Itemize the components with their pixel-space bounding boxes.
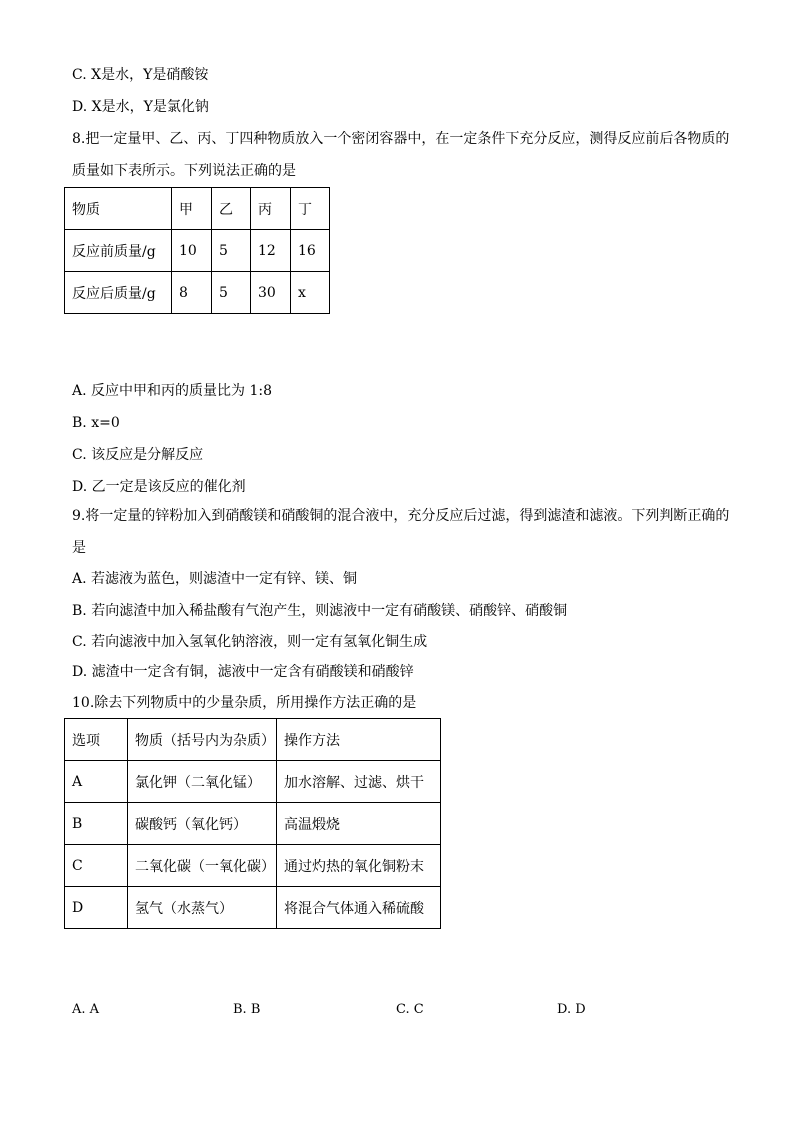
table-cell: 将混合气体通入稀硫酸 — [277, 887, 441, 929]
table-cell: B — [65, 803, 128, 845]
table-cell: 碳酸钙（氧化钙） — [128, 803, 277, 845]
table-cell: 30 — [251, 272, 291, 314]
q9-stem-line2: 是 — [72, 540, 86, 556]
q8-stem-line1: 8.把一定量甲、乙、丙、丁四种物质放入一个密闭容器中，在一定条件下充分反应，测得反应前后各物质的 — [72, 131, 730, 147]
table-cell: A — [65, 761, 128, 803]
q8-option-a: A. 反应中甲和丙的质量比为 1:8 — [72, 383, 272, 399]
table-cell: 16 — [291, 230, 330, 272]
table-cell: D — [65, 887, 128, 929]
table-cell: C — [65, 845, 128, 887]
table-cell: 乙 — [212, 188, 251, 230]
table-row — [65, 230, 330, 272]
table-cell: 丙 — [251, 188, 291, 230]
table-cell: 甲 — [172, 188, 212, 230]
q8-stem-line2: 质量如下表所示。下列说法正确的是 — [72, 163, 296, 179]
q10-option-b: B. B — [233, 1002, 261, 1017]
table-cell: 10 — [172, 230, 212, 272]
q8-option-c: C. 该反应是分解反应 — [72, 447, 204, 463]
table-cell: 操作方法 — [277, 719, 441, 761]
table-row — [65, 845, 441, 887]
table-cell: 加水溶解、过滤、烘干 — [277, 761, 441, 803]
table-cell: 物质（括号内为杂质） — [128, 719, 277, 761]
table-cell: 8 — [172, 272, 212, 314]
q9-option-d: D. 滤渣中一定含有铜，滤液中一定含有硝酸镁和硝酸锌 — [72, 664, 414, 680]
table-cell: 丁 — [291, 188, 330, 230]
table-cell: 选项 — [65, 719, 128, 761]
q7-option-c: C. X是水，Y是硝酸铵 — [72, 67, 209, 83]
table-cell: 反应前质量/g — [65, 230, 172, 272]
table-cell: 通过灼热的氧化铜粉末 — [277, 845, 441, 887]
q8-option-d: D. 乙一定是该反应的催化剂 — [72, 479, 246, 495]
q10-options-table — [64, 718, 441, 929]
table-header-row — [65, 188, 330, 230]
q7-option-d: D. X是水，Y是氯化钠 — [72, 99, 209, 115]
table-cell: 二氧化碳（一氧化碳） — [128, 845, 277, 887]
q9-option-a: A. 若滤液为蓝色，则滤渣中一定有锌、镁、铜 — [72, 571, 358, 587]
q10-option-d: D. D — [557, 1002, 586, 1017]
table-cell: x — [291, 272, 330, 314]
table-header-row — [65, 719, 441, 761]
q9-option-b: B. 若向滤渣中加入稀盐酸有气泡产生，则滤液中一定有硝酸镁、硝酸锌、硝酸铜 — [72, 603, 568, 619]
table-cell: 反应后质量/g — [65, 272, 172, 314]
table-row — [65, 272, 330, 314]
table-row — [65, 887, 441, 929]
table-cell: 5 — [212, 230, 251, 272]
table-row — [65, 803, 441, 845]
q8-mass-table — [64, 187, 330, 314]
q8-option-b: B. x=0 — [72, 415, 120, 431]
q9-stem-line1: 9.将一定量的锌粉加入到硝酸镁和硝酸铜的混合液中，充分反应后过滤，得到滤渣和滤液。下列判断正确的 — [72, 508, 730, 524]
table-cell: 高温煅烧 — [277, 803, 441, 845]
table-cell: 12 — [251, 230, 291, 272]
table-cell: 物质 — [65, 188, 172, 230]
q10-stem: 10.除去下列物质中的少量杂质，所用操作方法正确的是 — [72, 695, 417, 711]
table-cell: 氯化钾（二氧化锰） — [128, 761, 277, 803]
table-row — [65, 761, 441, 803]
table-cell: 氢气（水蒸气） — [128, 887, 277, 929]
q9-option-c: C. 若向滤液中加入氢氧化钠溶液，则一定有氢氧化铜生成 — [72, 634, 428, 650]
q10-option-a: A. A — [72, 1002, 100, 1017]
q10-option-c: C. C — [396, 1002, 424, 1017]
table-cell: 5 — [212, 272, 251, 314]
